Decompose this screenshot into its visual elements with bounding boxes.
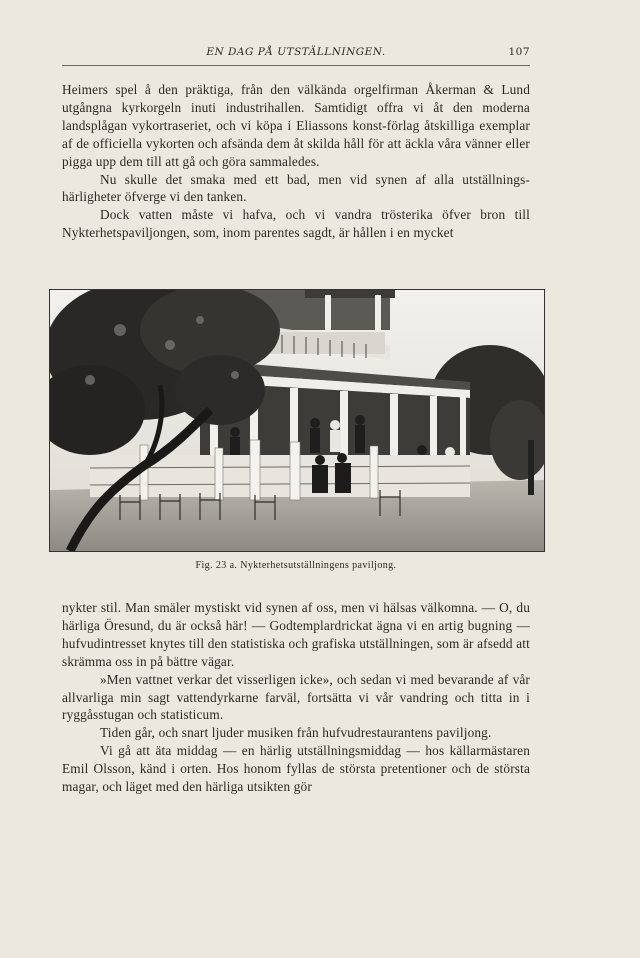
paragraph: »Men vattnet verkar det visserligen icke», och sedan vi med bevarande af vår allvarliga min sagt vattendyrkarne farväl, fortsätta vi vår vandring och titta in i ryggåsstugan och statisticum. <box>62 671 530 723</box>
paragraph: nykter stil. Man smäler mystiskt vid synen af oss, men vi hälsas välkomna. — O, du härliga Öresund, du är också här! — Godtemplardrickat ägna vi en artig bugning — hufvudintresset knytes till den statistiska och grafiska utställningen, som är afsedd att skrämma oss in på bättre vägar. <box>62 600 530 669</box>
paragraph: Dock vatten måste vi hafva, och vi vandra trösterika öfver bron till Nykterhetspaviljongen, som, inom parentes sagdt, är hållen i en mycket <box>62 207 530 241</box>
text-block-bottom <box>62 599 530 796</box>
pavilion-photo-drawing <box>50 290 544 551</box>
running-title: EN DAG PÅ UTSTÄLLNINGEN. <box>206 46 386 58</box>
page-number: 107 <box>508 46 530 58</box>
paragraph: Vi gå att äta middag — en härlig utställningsmiddag — hos källarmästaren Emil Olsson, känd i orten. Hos honom fyllas de största pretentioner och de största magar, och läget med den härliga utsikten gör <box>62 743 530 795</box>
text-block-top <box>62 81 530 242</box>
paragraph: Nu skulle det smaka med ett bad, men vid synen af alla utställnings-härligheter öfverge vi den tanken. <box>62 171 530 205</box>
paragraph: Heimers spel å den präktiga, från den välkända orgelfirman Åkerman & Lund utgångna kyrkorgeln inuti industrihallen. Samtidigt offra vi åt den moderna landsplågan vykortraseriet, och vi köpa i Eliassons konst-förlag åtskilliga exemplar af de officiella vykorten och afsända dem åt skilda håll för att äckla våra vänner eller pigga upp dem till att gå och göra sammaledes. <box>62 82 530 169</box>
pavilion-photograph <box>49 289 545 552</box>
header-rule <box>62 65 530 66</box>
figure-caption: Fig. 23 a. Nykterhetsutställningens paviljong. <box>195 560 397 571</box>
paragraph: Tiden går, och snart ljuder musiken från hufvudrestaurantens paviljong. <box>100 725 492 741</box>
